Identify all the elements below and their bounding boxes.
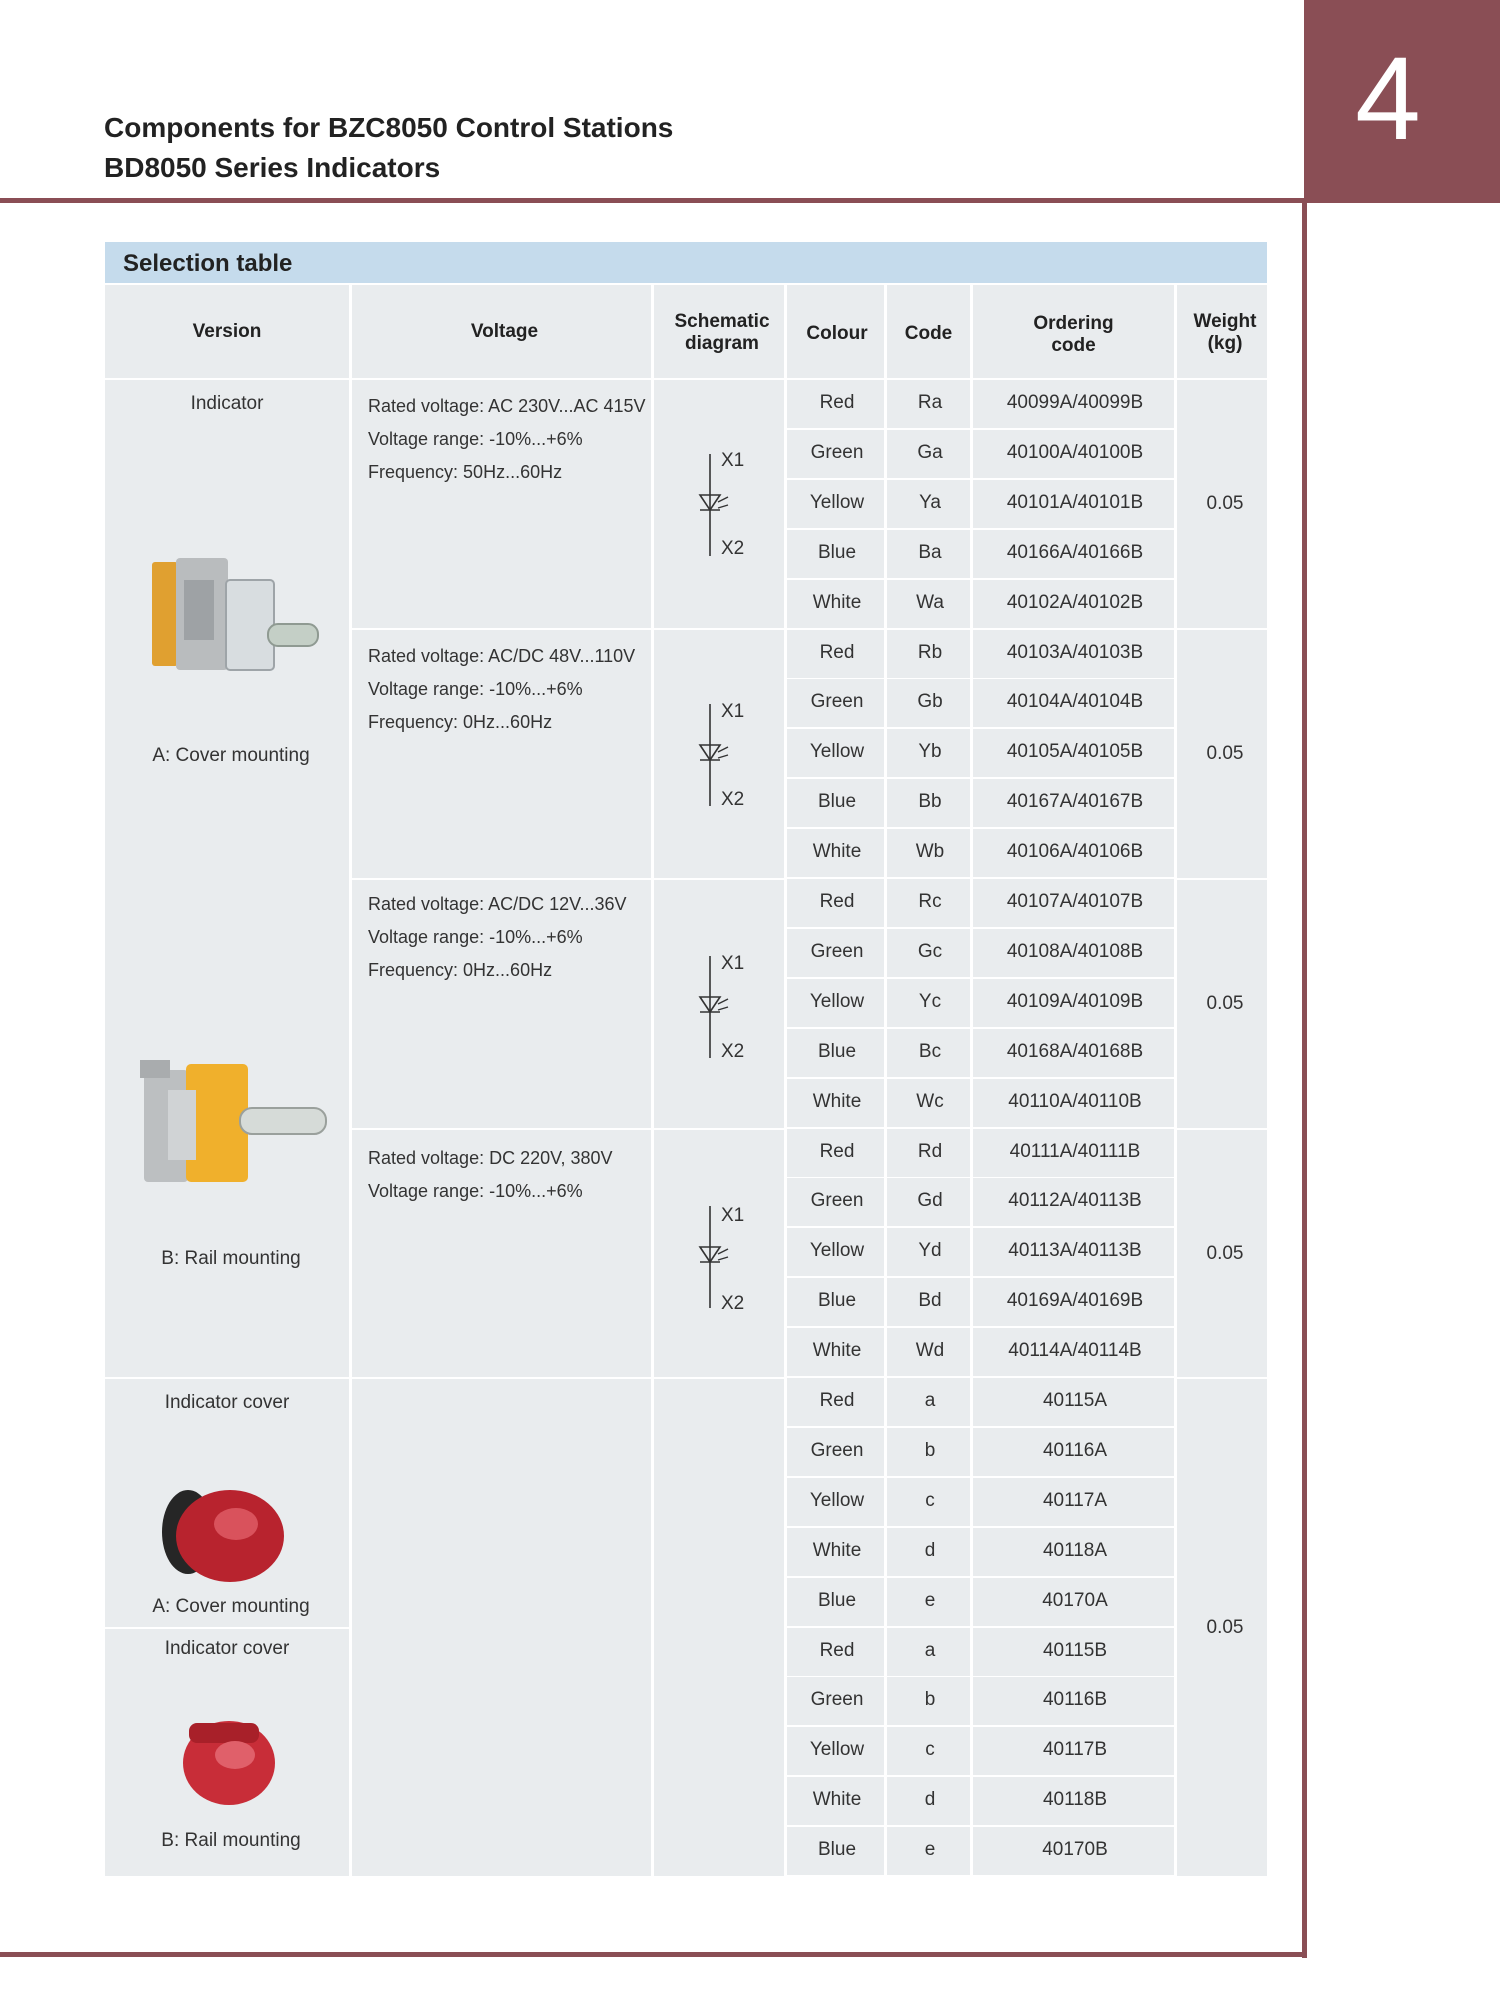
ordering-code-cell-text: 40104A/40104B <box>1006 691 1144 712</box>
code-cell-text: Rb <box>917 642 943 663</box>
header-voltage: Voltage <box>470 321 539 342</box>
side-rule <box>1302 198 1307 1958</box>
version-cell-indicator <box>105 380 349 1377</box>
ordering-code-cell-text: 40114A/40114B <box>1008 1340 1142 1361</box>
code-cell-text: d <box>924 1540 936 1561</box>
code-cell-text: Rc <box>918 891 942 912</box>
voltage-group-4-line2: Voltage range: -10%...+6% <box>368 1181 583 1201</box>
colour-cell-text: Green <box>810 941 864 962</box>
code-cell-text: Bb <box>918 791 942 812</box>
ordering-code-cell-text: 40117B <box>1042 1739 1108 1760</box>
voltage-group-3-line2: Voltage range: -10%...+6% <box>368 927 583 947</box>
footer-rule <box>0 1952 1307 1957</box>
code-cell-text: Yb <box>918 741 942 762</box>
colour-cell-text: Blue <box>817 791 857 812</box>
chapter-number: 4 <box>1355 33 1421 165</box>
code-cell-text: e <box>924 1590 936 1611</box>
ordering-code-cell-text: 40107A/40107B <box>1006 891 1144 912</box>
version-cover-a-label: A: Cover mounting <box>152 1596 310 1617</box>
header-weight-line2: (kg) <box>1207 333 1243 354</box>
colour-cell-text: Blue <box>817 1590 857 1611</box>
code-cell-text: Rd <box>917 1141 943 1162</box>
colour-cell-text: Green <box>810 1440 864 1461</box>
schematic-4-x2: X2 <box>721 1293 745 1314</box>
colour-cell-text: White <box>812 841 862 862</box>
ordering-code-cell-text: 40109A/40109B <box>1006 991 1144 1012</box>
code-cell-text: Gc <box>917 941 943 962</box>
voltage-group-3-line1: Rated voltage: AC/DC 12V...36V <box>368 894 627 914</box>
code-cell-text: Gb <box>917 691 943 712</box>
voltage-group-4-line1: Rated voltage: DC 220V, 380V <box>368 1148 613 1168</box>
ordering-code-cell-text: 40111A/40111B <box>1009 1141 1141 1162</box>
ordering-code-cell-text: 40110A/40110B <box>1008 1091 1142 1112</box>
code-cell-text: Wd <box>915 1340 945 1361</box>
header-weight-line1: Weight <box>1193 311 1257 332</box>
colour-cell-text: Blue <box>817 1041 857 1062</box>
selection-table-title: Selection table <box>123 250 293 277</box>
code-cell-text: d <box>924 1789 936 1810</box>
header-schematic-line1: Schematic <box>674 311 770 332</box>
page-subtitle: BD8050 Series Indicators <box>104 152 441 183</box>
code-cell-text: Wc <box>916 1091 944 1112</box>
code-cell-text: Wb <box>915 841 945 862</box>
colour-cell-text: White <box>812 1091 862 1112</box>
weight-group-3: 0.05 <box>1206 993 1244 1014</box>
indicator-rail-mounting-image <box>140 1060 330 1210</box>
code-cell-text: Ba <box>918 542 942 563</box>
header-version: Version <box>192 321 262 342</box>
colour-cell-text: Red <box>819 891 855 912</box>
code-cell-text: Bc <box>918 1041 942 1062</box>
indicator-cover-mounting-image <box>148 550 323 700</box>
code-cell-text: e <box>924 1839 936 1860</box>
ordering-code-cell-text: 40167A/40167B <box>1006 791 1144 812</box>
schematic-cell-covers <box>654 1379 784 1876</box>
schematic-1-x2: X2 <box>721 538 745 559</box>
colour-cell-text: Green <box>810 442 864 463</box>
colour-cell-text: Blue <box>817 542 857 563</box>
header-ordering-line1: Ordering <box>1033 313 1114 334</box>
version-indicator-b-label: B: Rail mounting <box>161 1248 301 1269</box>
voltage-group-2-line1: Rated voltage: AC/DC 48V...110V <box>368 646 636 666</box>
voltage-group-3-line3: Frequency: 0Hz...60Hz <box>368 960 553 980</box>
ordering-code-cell-text: 40108A/40108B <box>1006 941 1144 962</box>
colour-cell-text: Green <box>810 1190 864 1211</box>
ordering-code-cell-text: 40169A/40169B <box>1006 1290 1144 1311</box>
ordering-code-cell-text: 40102A/40102B <box>1006 592 1144 613</box>
version-indicator-a-label: A: Cover mounting <box>152 745 310 766</box>
schematic-2-x2: X2 <box>721 789 745 810</box>
colour-cell-text: Red <box>819 1390 855 1411</box>
ordering-code-cell-text: 40118A <box>1042 1540 1108 1561</box>
schematic-4-x1: X1 <box>721 1205 745 1226</box>
colour-cell-text: Yellow <box>809 1490 865 1511</box>
ordering-code-cell-text: 40103A/40103B <box>1006 642 1144 663</box>
code-cell-text: b <box>924 1440 936 1461</box>
colour-cell-text: Green <box>810 691 864 712</box>
schematic-3-x2: X2 <box>721 1041 745 1062</box>
colour-cell-text: Red <box>819 1141 855 1162</box>
colour-cell-text: White <box>812 592 862 613</box>
schematic-1-x1: X1 <box>721 450 745 471</box>
schematic-3-x1: X1 <box>721 953 745 974</box>
colour-cell-text: Blue <box>817 1839 857 1860</box>
ordering-code-cell-text: 40112A/40113B <box>1008 1190 1142 1211</box>
header-code: Code <box>904 323 953 344</box>
colour-cell-text: Red <box>819 1640 855 1661</box>
weight-group-1: 0.05 <box>1206 493 1244 514</box>
voltage-group-2-line3: Frequency: 0Hz...60Hz <box>368 712 553 732</box>
voltage-group-1-line1: Rated voltage: AC 230V...AC 415V <box>368 396 646 416</box>
code-cell-text: Bd <box>918 1290 942 1311</box>
ordering-code-cell-text: 40100A/40100B <box>1006 442 1144 463</box>
ordering-code-cell-text: 40117A <box>1042 1490 1108 1511</box>
colour-cell-text: Yellow <box>809 1240 865 1261</box>
colour-cell-text: Yellow <box>809 741 865 762</box>
code-cell-text: a <box>924 1390 936 1411</box>
version-cover-b-title: Indicator cover <box>164 1638 290 1659</box>
ordering-code-cell-text: 40115B <box>1042 1640 1108 1661</box>
code-cell-text: a <box>924 1640 936 1661</box>
header-schematic-line2: diagram <box>685 333 759 354</box>
indicator-cover-b-image <box>165 1705 295 1815</box>
ordering-code-cell-text: 40099A/40099B <box>1006 392 1144 413</box>
colour-cell-text: Green <box>810 1689 864 1710</box>
colour-cell-text: White <box>812 1789 862 1810</box>
header-colour: Colour <box>806 323 868 344</box>
code-cell-text: Ya <box>919 492 941 513</box>
version-cover-a-title: Indicator cover <box>164 1392 290 1413</box>
ordering-code-cell-text: 40116A <box>1042 1440 1108 1461</box>
ordering-code-cell-text: 40168A/40168B <box>1006 1041 1144 1062</box>
code-cell-text: Ga <box>917 442 943 463</box>
colour-cell-text: White <box>812 1340 862 1361</box>
page-title: Components for BZC8050 Control Stations <box>104 112 674 143</box>
indicator-cover-a-image <box>158 1482 298 1592</box>
ordering-code-cell-text: 40106A/40106B <box>1006 841 1144 862</box>
ordering-code-cell-text: 40105A/40105B <box>1006 741 1144 762</box>
version-indicator-label: Indicator <box>190 393 264 414</box>
colour-cell-text: Red <box>819 642 855 663</box>
ordering-code-cell-text: 40170A <box>1042 1590 1108 1611</box>
colour-cell-text: White <box>812 1540 862 1561</box>
voltage-group-1-line2: Voltage range: -10%...+6% <box>368 429 583 449</box>
header-ordering-line2: code <box>1051 335 1096 356</box>
voltage-group-1-line3: Frequency: 50Hz...60Hz <box>368 462 563 482</box>
weight-group-4: 0.05 <box>1206 1243 1244 1264</box>
ordering-code-cell-text: 40118B <box>1042 1789 1108 1810</box>
ordering-code-cell-text: 40101A/40101B <box>1006 492 1144 513</box>
code-cell-text: b <box>924 1689 936 1710</box>
ordering-code-cell-text: 40166A/40166B <box>1006 542 1144 563</box>
colour-cell-text: Yellow <box>809 492 865 513</box>
code-cell-text: Yc <box>918 991 942 1012</box>
ordering-code-cell-text: 40170B <box>1042 1839 1108 1860</box>
ordering-code-cell-text: 40115A <box>1042 1390 1108 1411</box>
schematic-2-x1: X1 <box>721 701 745 722</box>
ordering-code-cell-text: 40116B <box>1042 1689 1108 1710</box>
voltage-group-2-line2: Voltage range: -10%...+6% <box>368 679 583 699</box>
colour-cell-text: Blue <box>817 1290 857 1311</box>
code-cell-text: Gd <box>917 1190 943 1211</box>
header-rule <box>0 198 1306 203</box>
code-cell-text: c <box>925 1739 935 1760</box>
code-cell-text: Yd <box>918 1240 942 1261</box>
version-cover-b-label: B: Rail mounting <box>161 1830 301 1851</box>
weight-covers: 0.05 <box>1206 1617 1244 1638</box>
code-cell-text: Wa <box>916 592 944 613</box>
ordering-code-cell-text: 40113A/40113B <box>1008 1240 1142 1261</box>
colour-cell-text: Red <box>819 392 855 413</box>
code-cell-text: c <box>925 1490 935 1511</box>
colour-cell-text: Yellow <box>809 1739 865 1760</box>
colour-cell-text: Yellow <box>809 991 865 1012</box>
weight-group-2: 0.05 <box>1206 743 1244 764</box>
code-cell-text: Ra <box>917 392 943 413</box>
voltage-cell-covers <box>352 1379 651 1876</box>
